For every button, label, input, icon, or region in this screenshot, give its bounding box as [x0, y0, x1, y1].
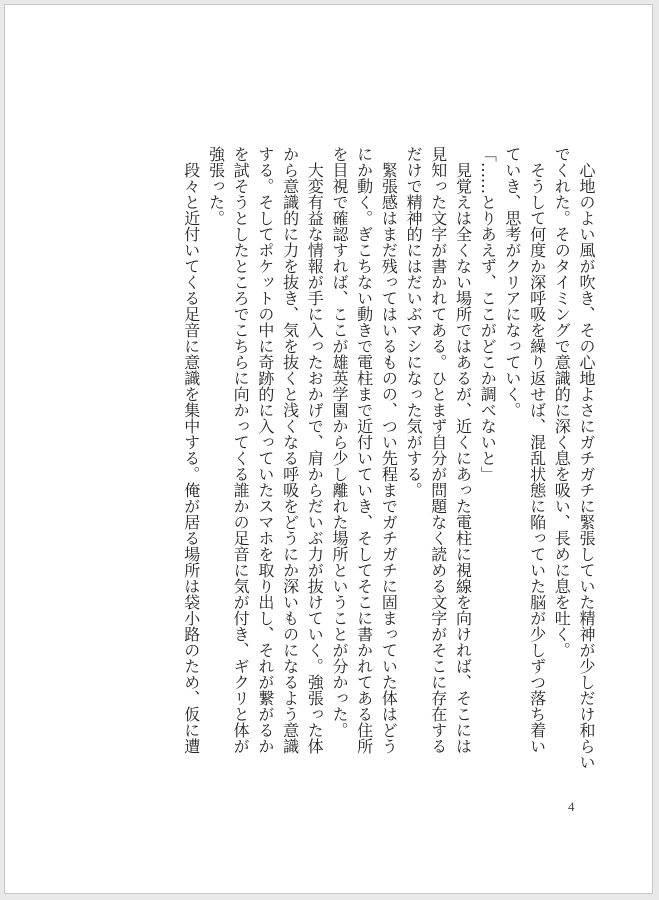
- text-line: 見知った文字が書かれてある。ひとまず自分が問題なく読める文字がそこに存在する: [428, 146, 448, 754]
- text-line: 見覚えは全くない場所ではあるが、近くにあった電柱に視線を向ければ、そこには: [453, 146, 473, 754]
- text-line: にか動く。ぎこちない動きで電柱まで近付いていき、そしてそこに書かれてある住所: [354, 146, 374, 754]
- body-text: [178, 146, 598, 774]
- text-line: を目視で確認すれば、ここが雄英学園から少し離れた場所ということが分かった。: [329, 146, 349, 738]
- text-line: から意識的に力を抜き、気を抜くと浅くなる呼吸をどうにか深いものになるよう意識: [280, 146, 300, 754]
- page-number: 4: [568, 799, 575, 814]
- text-line: を試そうとしたところでこちらに向かってくる誰かの足音に気が付き、ギクリと体が: [231, 146, 251, 754]
- text-line: だけで精神的にはだいぶマシになった気がする。: [404, 146, 424, 498]
- text-line: ていき、思考がクリアになっていく。: [502, 146, 522, 418]
- text-line: 段々と近付いてくる足音に意識を集中する。俺が居る場所は袋小路のため、仮に遭: [181, 146, 201, 754]
- text-line: 大変有益な情報が手に入ったおかげで、肩からだいぶ力が抜けていく。強張った体: [305, 146, 325, 754]
- text-line: そうして何度か深呼吸を繰り返せば、混乱状態に陥っていた脳が少しずつ落ち着い: [527, 146, 547, 754]
- text-line: でくれた。そのタイミングで意識的に深く息を吸い、長めに息を吐く。: [552, 146, 572, 658]
- text-line: 心地のよい風が吹き、その心地よさにガチガチに緊張していた精神が少しだけ和らい: [577, 146, 596, 770]
- text-line: 「……とりあえず、ここがどこか調べないと」: [478, 146, 498, 482]
- text-line: 緊張感はまだ残ってはいるものの、つい先程までガチガチに固まっていた体はどう: [379, 146, 399, 754]
- text-line: する。そしてポケットの中に奇跡的に入っていたスマホを取り出し、それが繋がるか: [255, 146, 275, 754]
- book-page: [4, 4, 653, 894]
- text-line: 強張った。: [206, 146, 226, 226]
